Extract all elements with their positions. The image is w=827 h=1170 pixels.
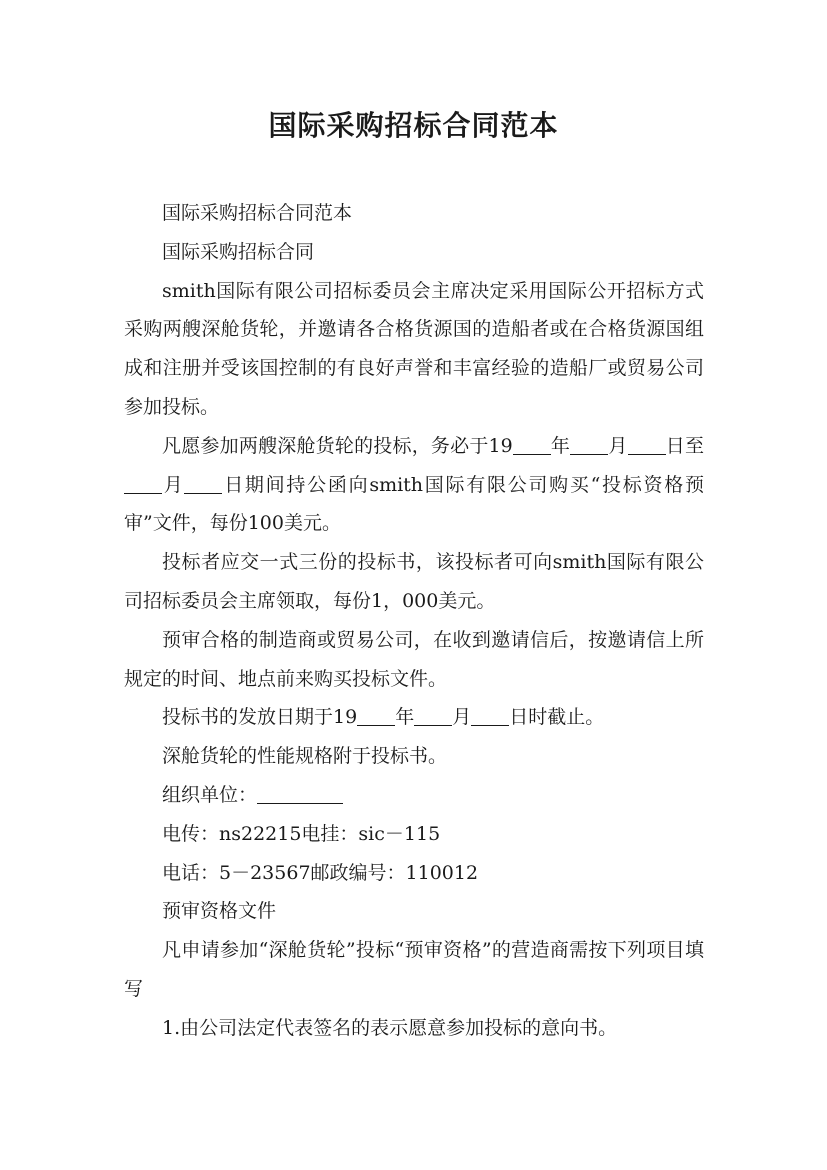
- blank-line: [357, 706, 395, 726]
- paragraph-issue-deadline: [124, 698, 704, 737]
- text-segment: 年: [395, 706, 415, 729]
- document-body: [124, 194, 704, 1048]
- blank-line: [184, 474, 222, 494]
- blank-line: [257, 784, 343, 804]
- text-segment: 凡愿参加两艘深舱货轮的投标，务必于19: [162, 434, 513, 457]
- text-segment: 日至: [665, 434, 704, 457]
- paragraph-prequalification-intro: 凡申请参加“深舱货轮”投标“预审资格”的营造商需按下列项目填写: [124, 939, 704, 1000]
- blank-line: [414, 706, 452, 726]
- paragraph-organizer: [124, 776, 704, 815]
- paragraph-heading: 国际采购招标合同范本: [162, 202, 353, 224]
- paragraph-subheading: 国际采购招标合同: [162, 240, 315, 263]
- text-segment: 日时截止。: [509, 706, 605, 729]
- blank-line: [570, 435, 608, 455]
- paragraph-item-1: 1.由公司法定代表签名的表示愿意参加投标的意向书。: [162, 1016, 618, 1039]
- text-segment: 月: [608, 434, 628, 457]
- blank-line: [471, 706, 509, 726]
- text-segment: 日期间持公函向smith国际有限公司购买“投标资格预审”文件，每份100美元。: [124, 473, 704, 535]
- paragraph-invitation: smith国际有限公司招标委员会主席决定采用国际公开招标方式采购两艘深舱货轮，并邀请各合格货源国的造船者或在合格货源国组成和注册并受该国控制的有良好声誉和丰富经验的造船厂或贸易公司参加投标。: [124, 279, 704, 418]
- paragraph-qualified-bidders: 预审合格的制造商或贸易公司，在收到邀请信后，按邀请信上所规定的时间、地点前来购买投标文件。: [124, 628, 704, 690]
- organizer-label: 组织单位：: [162, 783, 258, 806]
- paragraph-prequalification-heading: 预审资格文件: [162, 900, 277, 923]
- text-segment: 年: [550, 434, 571, 457]
- blank-line: [513, 435, 551, 455]
- blank-line: [628, 435, 666, 455]
- paragraph-phone: 电话：5－23567邮政编号：110012: [162, 861, 479, 884]
- text-segment: 月: [162, 473, 185, 496]
- blank-line: [124, 474, 162, 494]
- paragraph-specifications: 深舱货轮的性能规格附于投标书。: [162, 745, 448, 768]
- paragraph-telex: 电传：ns22215电挂：sic－115: [162, 822, 441, 845]
- text-segment: 月: [452, 706, 472, 729]
- text-segment: 投标书的发放日期于19: [162, 706, 358, 729]
- document-title: 国际采购招标合同范本: [268, 109, 559, 142]
- paragraph-purchase-prequalification: [124, 427, 704, 543]
- paragraph-bid-copies: 投标者应交一式三份的投标书，该投标者可向smith国际有限公司招标委员会主席领取，每份1，000美元。: [124, 551, 704, 612]
